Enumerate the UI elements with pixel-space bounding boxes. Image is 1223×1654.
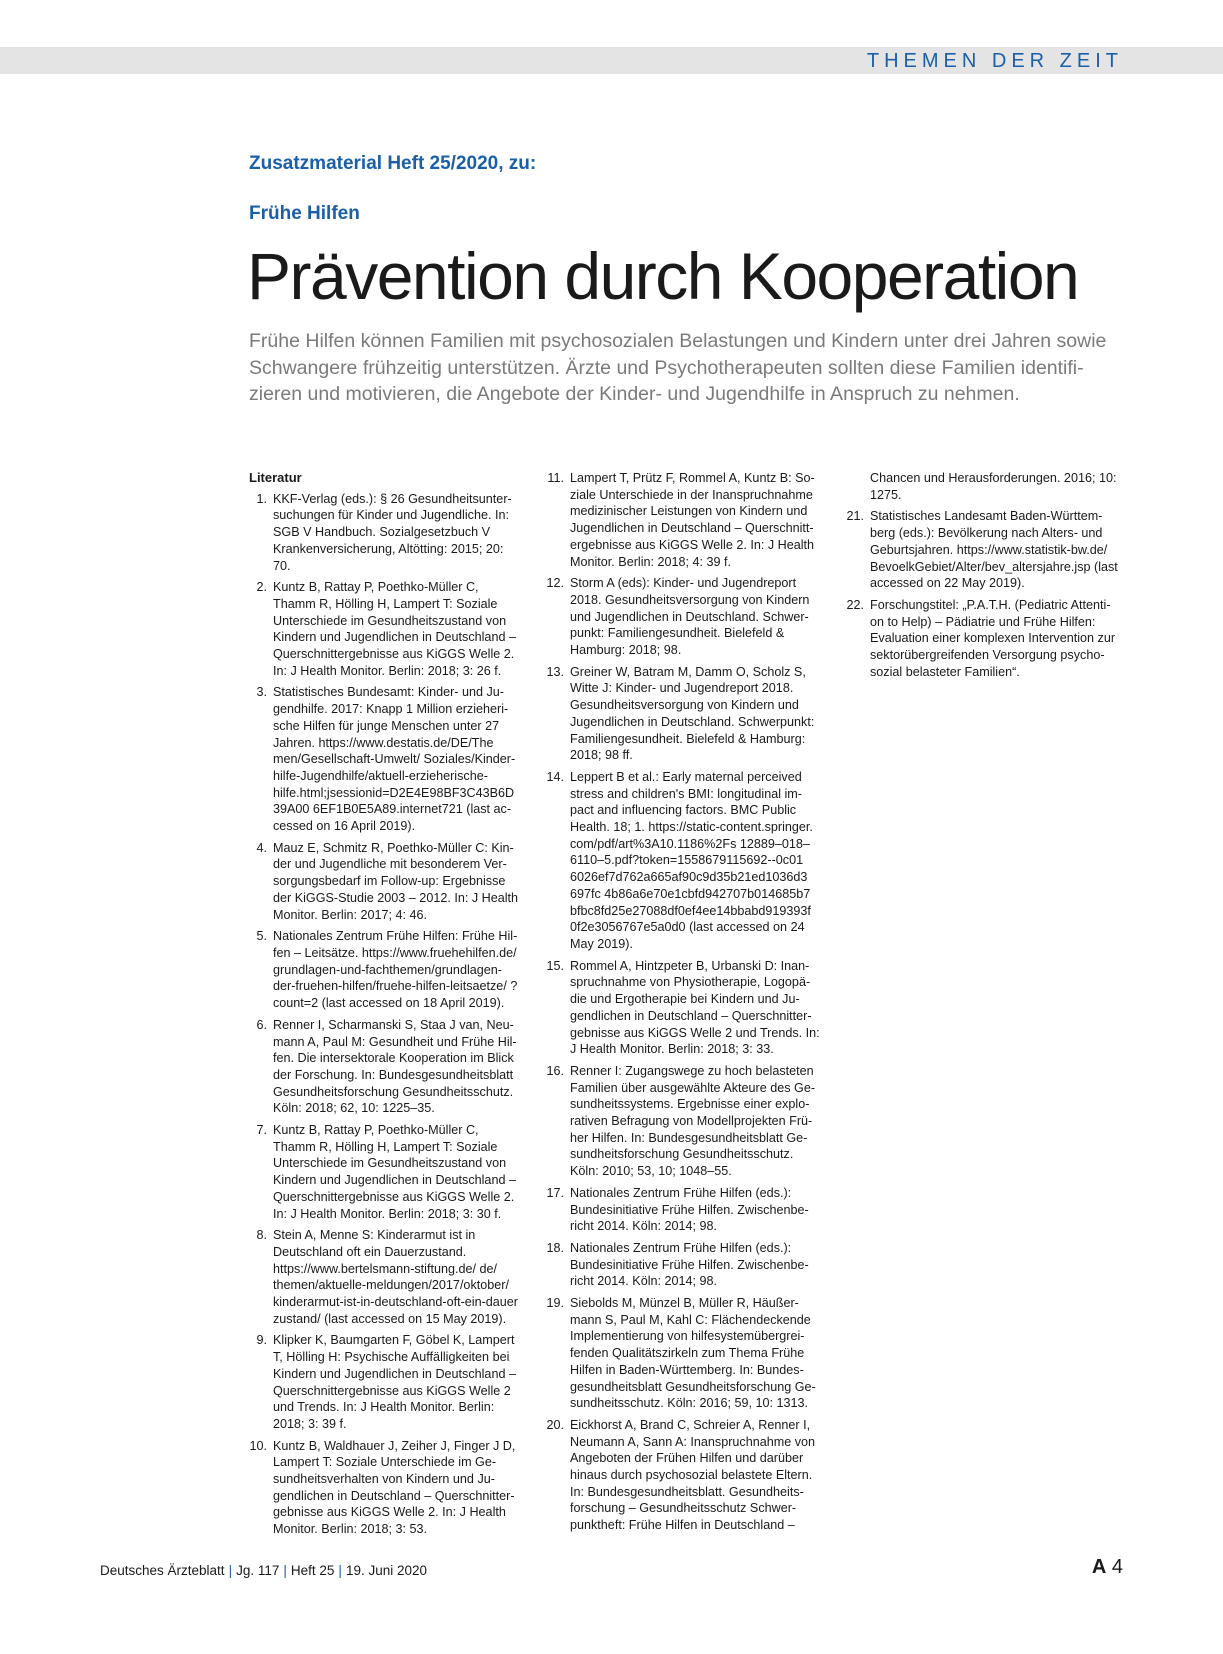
reference-continuation: Chancen und Herausforderungen. 2016; 10: 1275.	[870, 471, 1117, 502]
reference-item	[546, 1295, 822, 1412]
footer-separator: |	[283, 1563, 287, 1578]
reference-text: Forschungstitel: „P.A.T.H. (Pediatric Attenti- on to Help) – Pädiatrie und Frühe Hilfen: Evaluation einer komplexen Intervention zur sektorübergreifenden Versorgung psycho- sozial belasteter Familien“.	[870, 597, 1116, 679]
page-number-value: 4	[1111, 1556, 1123, 1578]
reference-text: Statistisches Landesamt Baden-Württem- berg (eds.): Bevölkerung nach Alters- und Geburtsjahren. https://www.statistik-bw.de/ BevoelkGebiet/Alter/bev_altersjahre.jsp (last accessed on 22 May 2019).	[870, 509, 1118, 591]
reference-number: 21.	[846, 509, 864, 524]
reference-item	[846, 597, 1126, 681]
reference-number: 13.	[546, 664, 564, 679]
reference-number: 5.	[256, 929, 267, 944]
reference-text: Siebolds M, Münzel B, Müller R, Häußer- mann S, Paul M, Kahl C: Flächendeckende Implementierung von hilfesystemübergrei- fenden Qualitätszirkeln zum Thema Frühe Hilfen in Baden-Württemberg. In: Bundes- gesundheitsblatt Gesundheitsforschung Ge- sundheitsschutz. Köln: 2016; 59, 10: 1313.	[570, 1296, 816, 1411]
journal-date: 19. Juni 2020	[345, 1563, 428, 1578]
reference-number: 14.	[546, 769, 564, 784]
reference-text: Nationales Zentrum Frühe Hilfen: Frühe Hil- fen – Leitsätze. https://www.fruehehilfen.de/ grundlagen-und-fachthemen/grundlagen- der-fruehen-hilfen/fruehe-hilfen-leitsaetze/ ?count=2 (last accessed on 18 April 2019).	[273, 929, 518, 1011]
reference-number: 16.	[546, 1063, 564, 1078]
reference-number: 18.	[546, 1240, 564, 1255]
reference-number: 15.	[546, 958, 564, 973]
reference-number: 6.	[256, 1017, 267, 1032]
article-kicker: Zusatzmaterial Heft 25/2020, zu:	[249, 153, 537, 174]
footer-separator: |	[228, 1563, 233, 1578]
article-subkicker: Frühe Hilfen	[249, 203, 360, 224]
reference-text: Renner I: Zugangswege zu hoch belasteten Familien über ausgewählte Akteure des Ge- sundheitssystems. Ergebnisse einer explo- rativen Befragung von Modellprojekten Frü- her Hilfen. In: Bundesgesundheitsblatt Ge- sundheitsforschung Gesundheitsschutz. Köln: 2010; 53, 10; 1048–55.	[570, 1063, 816, 1179]
reference-text: Kuntz B, Rattay P, Poethko-Müller C, Thamm R, Hölling H, Lampert T: Soziale Unterschiede im Gesundheitszustand von Kindern und Jugendlichen in Deutschland – Querschnittergebnisse aus KiGGS Welle 2. In: J Health Monitor. Berlin: 2018; 3: 30 f.	[273, 1123, 516, 1221]
reference-number: 12.	[546, 576, 564, 591]
reference-item	[546, 958, 822, 1058]
reference-number: 20.	[546, 1417, 564, 1432]
reference-number: 10.	[249, 1438, 267, 1453]
reference-item	[546, 769, 822, 953]
reference-text: Lampert T, Prütz F, Rommel A, Kuntz B: So- ziale Unterschiede in der Inanspruchnahme medizinischer Leistungen von Kindern und Jugendlichen in Deutschland – Querschnitt- ergebnisse aus KiGGS Welle 2. In: J Health Monitor. Berlin: 2018; 4: 39 f.	[570, 471, 815, 569]
journal-issue: Heft 25	[290, 1563, 335, 1578]
reference-number: 1.	[256, 491, 267, 506]
reference-item	[249, 840, 524, 924]
page-number-prefix: A	[1091, 1556, 1107, 1578]
reference-number: 4.	[256, 840, 267, 855]
reference-number: 9.	[256, 1333, 267, 1348]
reference-number: 11.	[547, 471, 564, 485]
reference-item	[249, 491, 524, 575]
reference-item	[249, 1227, 524, 1327]
reference-item	[249, 684, 524, 834]
article-teaser: Frühe Hilfen können Familien mit psychosozialen Belastungen und Kindern unter drei Jahren sowie Schwangere frühzeitig unterstützen. Ärzte und Psychotherapeuten sollten diese Familien identifi- zieren und motivieren, die Angebote der Kinder- und Jugendhilfe in Anspruch zu nehmen.	[249, 330, 1107, 405]
journal-name: Deutsches Ärzteblatt	[100, 1563, 225, 1578]
reference-text: Leppert B et al.: Early maternal perceived stress and children's BMI: longitudinal im- pact and influencing factors. BMC Public Health. 18; 1. https://static-content.springer. com/pdf/art%3A10.1186%2Fs 12889–018– 6110–5.pdf?token=1558679115692--0c01 6026ef7d762a665af90c9d35b21ed1036d3 697fc 4b86a6e70e1cbfd942707b014685b7 bfbc8fd25e27088df0ef4ee14bbabd919393f 0f2e3056767e5a0d0 (last accessed on 24 May 2019).	[570, 769, 813, 951]
reference-item	[546, 1240, 822, 1290]
reference-text: Stein A, Menne S: Kinderarmut ist in Deutschland oft ein Dauerzustand. https://www.bertelsmann-stiftung.de/ de/ themen/aktuelle-meldungen/2017/oktober/ kinderarmut-ist-in-deutschland-oft-ein-dauer zustand/ (last accessed on 15 May 2019).	[273, 1228, 518, 1326]
reference-text: Klipker K, Baumgarten F, Göbel K, Lampert T, Hölling H: Psychische Auffälligkeiten bei Kindern und Jugendlichen in Deutschland – Querschnittergebnisse aus KiGGS Welle 2 und Trends. In: J Health Monitor. Berlin: 2018; 3: 39 f.	[273, 1333, 516, 1431]
reference-list	[249, 491, 524, 1538]
literature-heading: Literatur	[249, 470, 302, 485]
reference-number: 3.	[256, 685, 267, 700]
reference-text: Kuntz B, Waldhauer J, Zeiher J, Finger J D, Lampert T: Soziale Unterschiede im Ge- sundheitsverhalten von Kindern und Ju- gendlichen in Deutschland – Querschnitter- gebnisse aus KiGGS Welle 2. In: J Health Monitor. Berlin: 2018; 3: 53.	[273, 1438, 516, 1537]
reference-number: 19.	[546, 1296, 564, 1311]
reference-item	[546, 575, 822, 659]
references-column-2	[546, 470, 822, 1539]
reference-number: 7.	[256, 1123, 267, 1138]
reference-item	[249, 579, 524, 679]
reference-text: Renner I, Scharmanski S, Staa J van, Neu- mann A, Paul M: Gesundheit und Frühe Hil- fen. Die intersektorale Kooperation im Blick der Forschung. In: Bundesgesundheitsblatt Gesundheitsforschung Gesundheitsschutz. Köln: 2018; 62, 10: 1225–35.	[273, 1017, 517, 1116]
reference-item	[846, 508, 1126, 592]
reference-item	[249, 1332, 524, 1432]
reference-item	[249, 1438, 524, 1538]
reference-item	[546, 1185, 822, 1235]
references-column-1	[249, 470, 524, 1543]
reference-number: 2.	[256, 580, 267, 595]
reference-text: Greiner W, Batram M, Damm O, Scholz S, Witte J: Kinder- und Jugendreport 2018. Gesundheitsversorgung von Kindern und Jugendlichen in Deutschland. Schwerpunkt: Familiengesundheit. Bielefeld & Hamburg: 2018; 98 ff.	[570, 664, 815, 763]
reference-text: Kuntz B, Rattay P, Poethko-Müller C, Thamm R, Hölling H, Lampert T: Soziale Unterschiede im Gesundheitszustand von Kindern und Jugendlichen in Deutschland – Querschnittergebnisse aus KiGGS Welle 2. In: J Health Monitor. Berlin: 2018; 3: 26 f.	[273, 580, 516, 678]
footer-separator: |	[338, 1563, 342, 1578]
reference-text: Eickhorst A, Brand C, Schreier A, Renner I, Neumann A, Sann A: Inanspruchnahme von Angeboten der Frühen Hilfen und darüber hinaus durch psychosozial belastete Eltern. In: Bundesgesundheitsblatt. Gesundheits- forschung – Gesundheitsschutz Schwer- punktheft: Frühe Hilfen in Deutschland –	[570, 1417, 816, 1533]
reference-number: 17.	[546, 1185, 564, 1200]
reference-item	[546, 1063, 822, 1180]
reference-item	[546, 470, 822, 570]
references-column-3	[846, 470, 1126, 685]
reference-item	[249, 1122, 524, 1222]
reference-list	[546, 470, 822, 1534]
reference-list	[846, 508, 1126, 680]
page-footer	[100, 1563, 427, 1578]
reference-item	[249, 1017, 524, 1117]
page-number	[1092, 1556, 1123, 1579]
article-title: Prävention durch Kooperation	[247, 239, 1079, 313]
reference-number: 8.	[256, 1228, 267, 1243]
section-label: THEMEN DER ZEIT	[866, 50, 1123, 72]
journal-volume: Jg. 117	[236, 1563, 280, 1578]
reference-text: KKF-Verlag (eds.): § 26 Gesundheitsunter- suchungen für Kinder und Jugendliche. In: SGB V Handbuch. Sozialgesetzbuch V Krankenversicherung, Altötting: 2015; 20: 70.	[273, 491, 512, 573]
reference-text: Nationales Zentrum Frühe Hilfen (eds.): Bundesinitiative Frühe Hilfen. Zwischenbe- richt 2014. Köln: 2014; 98.	[570, 1185, 809, 1234]
reference-item	[546, 664, 822, 764]
reference-item	[546, 1417, 822, 1534]
reference-item	[249, 928, 524, 1012]
reference-text: Nationales Zentrum Frühe Hilfen (eds.): Bundesinitiative Frühe Hilfen. Zwischenbe- richt 2014. Köln: 2014; 98.	[570, 1240, 809, 1289]
reference-text: Storm A (eds): Kinder- und Jugendreport 2018. Gesundheitsversorgung von Kindern und Jugendlichen in Deutschland. Schwer- punkt: Familiengesundheit. Bielefeld & Hamburg: 2018; 98.	[570, 576, 810, 658]
reference-number: 22.	[846, 597, 864, 612]
reference-text: Rommel A, Hintzpeter B, Urbanski D: Inan- spruchnahme von Physiotherapie, Logopä- die und Ergotherapie bei Kindern und Ju- gendlichen in Deutschland – Querschnitter- gebnisse aus KiGGS Welle 2 und Trends. In: J Health Monitor. Berlin: 2018; 3: 33.	[570, 958, 820, 1057]
reference-text: Statistisches Bundesamt: Kinder- und Ju- gendhilfe. 2017: Knapp 1 Million erzieheri- sche Hilfen für junge Menschen unter 27 Jahren. https://www.destatis.de/DE/The men/Gesellschaft-Umwelt/ Soziales/Kinder- hilfe-Jugendhilfe/aktuell-erzieherische- hilfe.html;jsessionid=D2E4E98BF3C43B6D 39A00 6EF1B0E5A89.internet721 (last ac- cessed on 16 April 2019).	[273, 685, 516, 834]
reference-text: Mauz E, Schmitz R, Poethko-Müller C: Kin- der und Jugendliche mit besonderem Ver- sorgungsbedarf im Follow-up: Ergebnisse der KiGGS-Studie 2003 – 2012. In: J Health Monitor. Berlin: 2017; 4: 46.	[273, 840, 519, 922]
